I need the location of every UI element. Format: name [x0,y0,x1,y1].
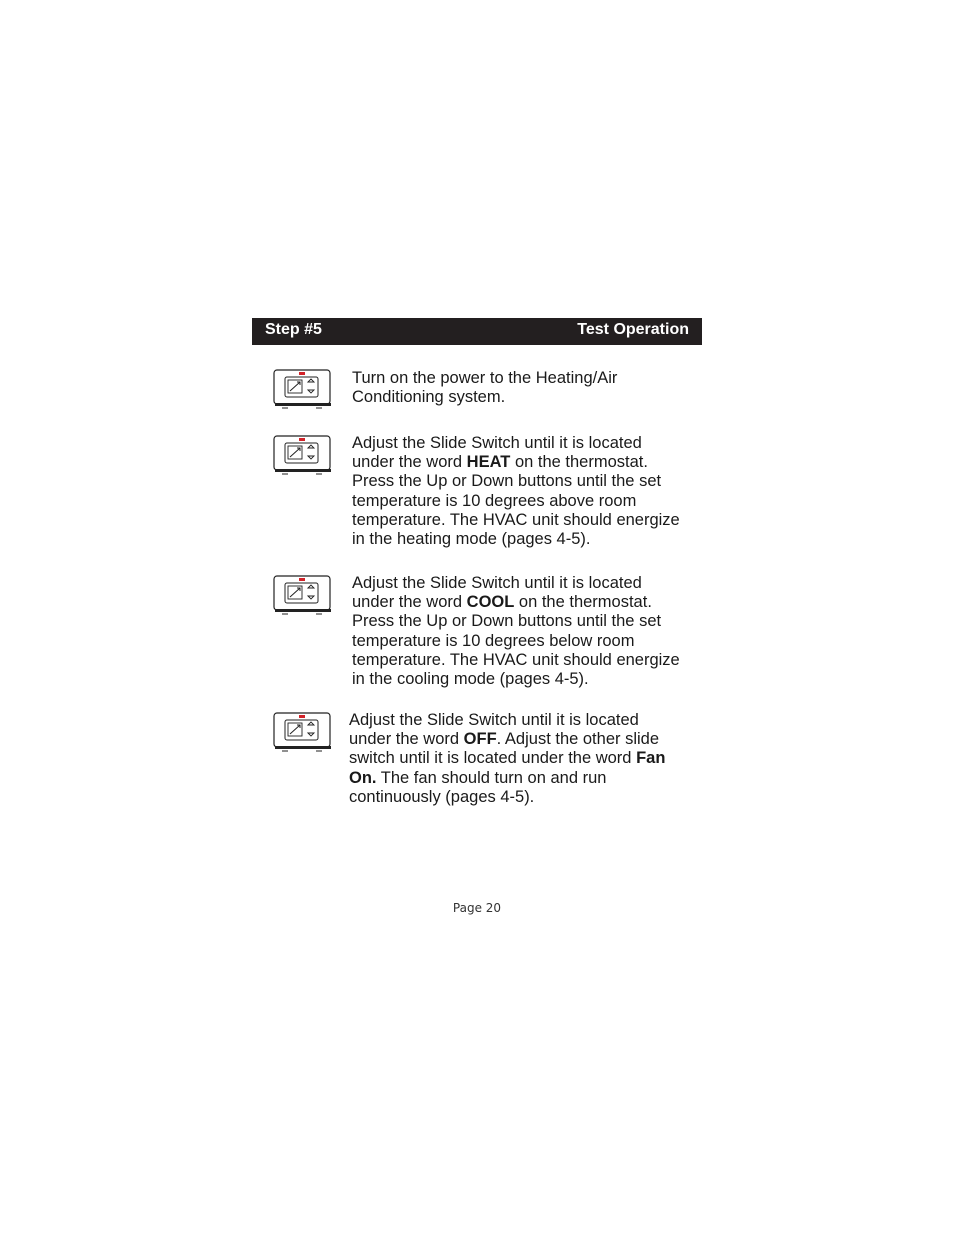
step-2-text-part: Adjust the Slide Switch until it is located under the word [352,434,642,472]
step-2-bold-word: HEAT [466,453,511,472]
step-2-text [352,434,680,549]
step-header-bar [252,318,702,345]
step-4-bold-word: OFF [463,730,497,749]
step-4-text-part: . Adjust the other slide switch until it is located under the word [349,730,660,768]
page-number: Page 20 [452,901,502,915]
step-2-text-part: on the thermostat. Press the Up or Down buttons until the set temperature is 10 degrees above room temperature. The HVAC unit should energize in the heating mode (pages 4-5). [352,453,680,549]
step-4-text [349,711,682,807]
thermostat-icon [272,434,332,476]
step-title: Test Operation [577,321,689,338]
step-4-text-part: Adjust the Slide Switch until it is located under the word [349,711,639,749]
step-3-text-part: Adjust the Slide Switch until it is located under the word [352,574,642,612]
step-1-text [352,369,672,407]
step-3-text-part: on the thermostat. Press the Up or Down buttons until the set temperature is 10 degrees below room temperature. The HVAC unit should energize in the cooling mode (pages 4-5). [352,593,680,689]
step-3-bold-word: COOL [466,593,515,612]
step-1-text-part: Turn on the power to the Heating/Air Conditioning system. [352,369,618,407]
step-4-text-part: The fan should turn on and run continuously (pages 4-5). [349,768,607,806]
step-3-text [352,574,680,689]
step-4-bold-word: Fan On. [349,749,666,787]
thermostat-icon [272,368,332,410]
thermostat-icon [272,574,332,616]
thermostat-icon [272,711,332,753]
step-number: Step #5 [265,321,322,338]
